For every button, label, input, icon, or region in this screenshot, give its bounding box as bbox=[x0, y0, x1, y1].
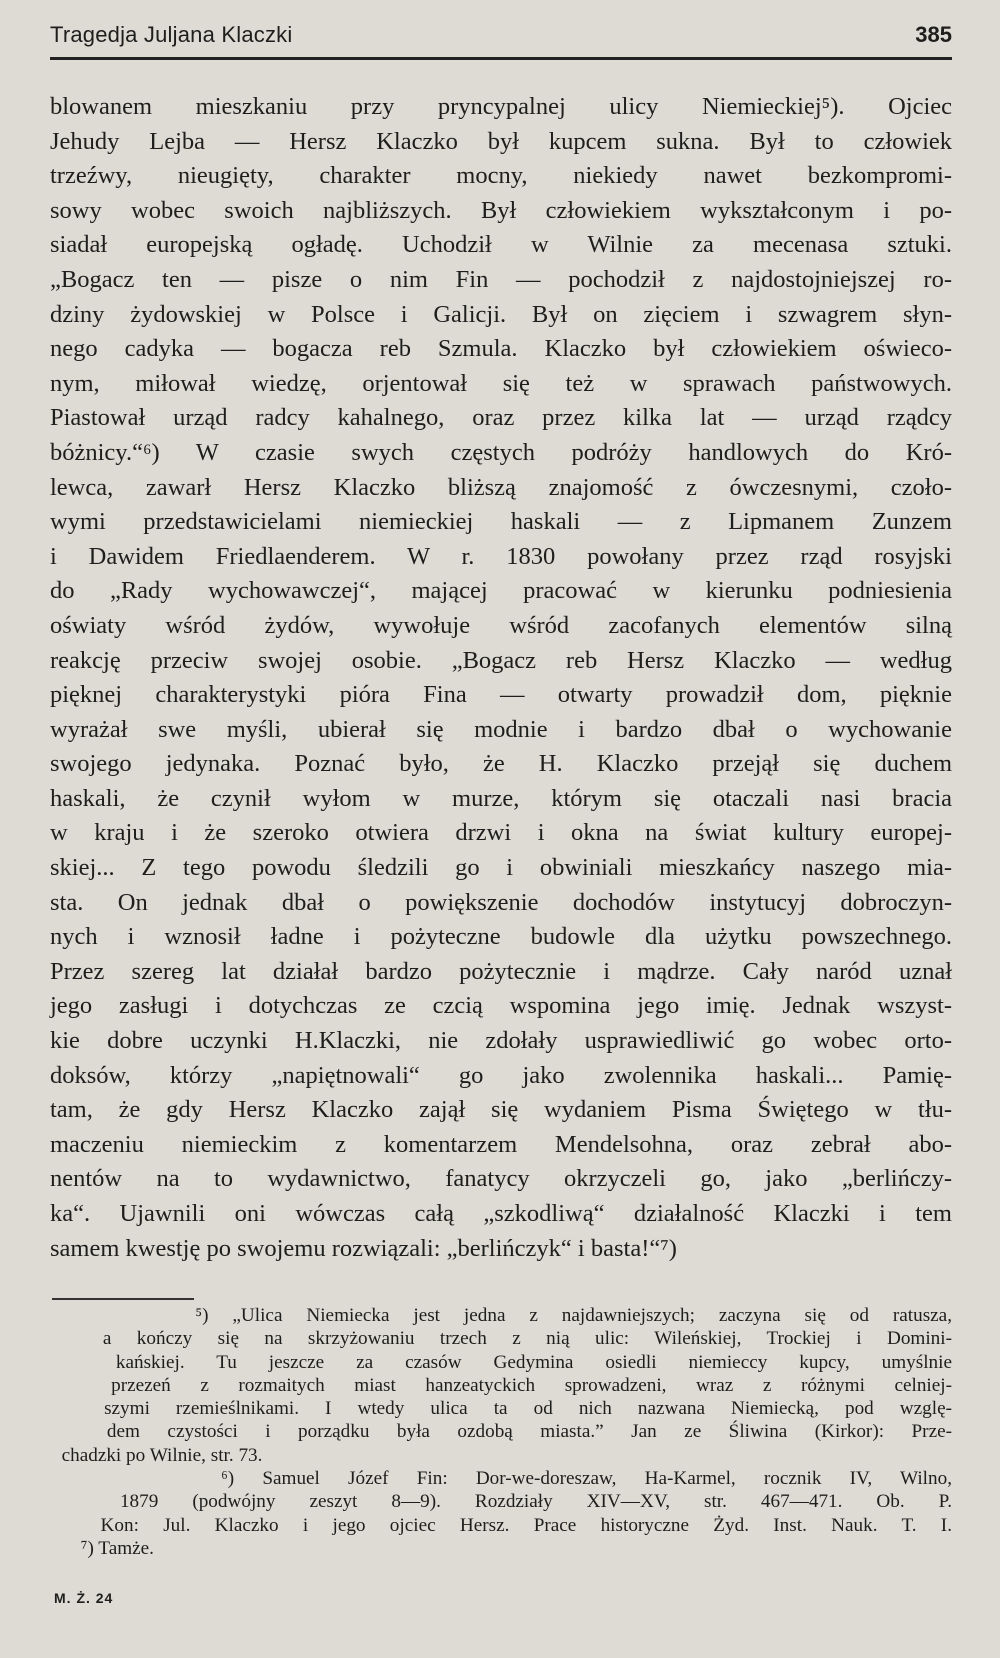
body-line: doksów, którzy „napiętnowali“ go jako zwolennika haskali... Pamię- bbox=[50, 1061, 952, 1089]
body-line: kie dobre uczynki H.Klaczki, nie zdołały usprawiedliwić go wobec orto- bbox=[50, 1027, 952, 1055]
body-line: nego cadyka — bogacza reb Szmula. Klaczko był człowiekiem oświeco- bbox=[50, 335, 952, 363]
body-line: oświaty wśród żydów, wywołuje wśród zacofanych elementów silną bbox=[50, 611, 952, 639]
body-line: Jehudy Lejba — Hersz Klaczko był kupcem sukna. Był to człowiek bbox=[50, 127, 952, 155]
footnote-line: dem czystości i porządku była ozdobą miasta.” Jan ze Śliwina (Kirkor): Prze- bbox=[52, 1421, 952, 1443]
body-line: blowanem mieszkaniu przy pryncypalnej ulicy Niemieckiej⁵). Ojciec bbox=[50, 93, 952, 120]
footnote-rule bbox=[52, 1298, 194, 1300]
body-line: reakcję przeciw swojej osobie. „Bogacz reb Hersz Klaczko — według bbox=[50, 646, 952, 674]
body-line: „Bogacz ten — pisze o nim Fin — pochodził z najdostojniejszej ro- bbox=[50, 265, 952, 293]
body-line: i Dawidem Friedlaenderem. W r. 1830 powołany przez rząd rosyjski bbox=[50, 542, 952, 570]
body-line: dziny żydowskiej w Polsce i Galicji. Był on zięciem i szwagrem słyn- bbox=[50, 300, 952, 328]
body-line: jego zasługi i dotychczas ze czcią wspomina jego imię. Jednak wszyst- bbox=[50, 992, 952, 1020]
footnote-line: a kończy się na skrzyżowaniu trzech z nią ulic: Wileńskiej, Trockiej i Domini- bbox=[52, 1328, 952, 1350]
body-line: samem kwestję po swojemu rozwiązali: „berlińczyk“ i basta!“⁷) bbox=[50, 1234, 677, 1262]
body-line: trzeźwy, nieugięty, charakter mocny, niekiedy nawet bezkompromi- bbox=[50, 162, 952, 190]
page-number: 385 bbox=[915, 22, 952, 47]
footnote-line: przezeń z rozmaitych miast hanzeatyckich sprowadzeni, wraz z różnymi celniej- bbox=[52, 1374, 952, 1396]
body-line: nentów na to wydawnictwo, fanatycy okrzyczeli go, jako „berlińczy- bbox=[50, 1165, 952, 1193]
body-line: do „Rady wychowawczej“, mającej pracować w kierunku podniesienia bbox=[50, 577, 952, 605]
footnote-line: Kon: Jul. Klaczko i jego ojciec Hersz. Prace historyczne Żyd. Inst. Nauk. T. I. bbox=[52, 1514, 952, 1536]
body-line: skiej... Z tego powodu śledzili go i obwiniali mieszkańcy naszego mia- bbox=[50, 854, 952, 882]
body-line: wymi przedstawicielami niemieckiej haskali — z Lipmanem Zunzem bbox=[50, 508, 952, 536]
page-header bbox=[50, 20, 952, 56]
body-line: nych i wznosił ładne i pożyteczne budowle dla użytku powszechnego. bbox=[50, 923, 952, 951]
body-line: sta. On jednak dbał o powiększenie dochodów instytucyj dobroczyn- bbox=[50, 888, 952, 916]
body-line: lewca, zawarł Hersz Klaczko bliższą znajomość z ówczesnymi, czoło- bbox=[50, 473, 952, 501]
footnote-line: kańskiej. Tu jeszcze za czasów Gedymina osiedli niemieccy kupcy, umyślnie bbox=[52, 1351, 952, 1373]
body-line: Przez szereg lat działał bardzo pożytecznie i mądrze. Cały naród uznał bbox=[50, 957, 952, 985]
body-line: ka“. Ujawnili oni wówczas całą „szkodliwą“ działalność Klaczki i tem bbox=[50, 1200, 952, 1227]
running-head: Tragedja Juljana Klaczki bbox=[50, 22, 293, 47]
footnote-line: chadzki po Wilnie, str. 73. bbox=[52, 1444, 263, 1466]
footnote-line: ⁵) „Ulica Niemiecka jest jedna z najdawniejszych; zaczyna się od ratusza, bbox=[52, 1305, 952, 1326]
footnote-line: 1879 (podwójny zeszyt 8—9). Rozdziały XIV—XV, str. 467—471. Ob. P. bbox=[52, 1491, 952, 1513]
body-line: pięknej charakterystyki pióra Fina — otwarty prowadził dom, pięknie bbox=[50, 681, 952, 709]
body-line: wyrażał swe myśli, ubierał się modnie i bardzo dbał o wychowanie bbox=[50, 715, 952, 743]
footnote-line: szymi rzemieślnikami. I wtedy ulica ta od nich nazwana Niemiecką, pod wzglę- bbox=[52, 1398, 952, 1420]
printer-signature: M. Ż. 24 bbox=[54, 1590, 114, 1606]
footnote-line: ⁶) Samuel Józef Fin: Dor-we-doreszaw, Ha-Karmel, rocznik IV, Wilno, bbox=[52, 1468, 952, 1490]
body-line: maczeniu niemieckim z komentarzem Mendelsohna, oraz zebrał abo- bbox=[50, 1130, 952, 1158]
body-line: tam, że gdy Hersz Klaczko zajął się wydaniem Pisma Świętego w tłu- bbox=[50, 1096, 952, 1124]
body-line: Piastował urząd radcy kahalnego, oraz przez kilka lat — urząd rządcy bbox=[50, 404, 952, 432]
body-line: haskali, że czynił wyłom w murze, którym się otaczali nasi bracia bbox=[50, 784, 952, 812]
body-line: w kraju i że szeroko otwiera drzwi i okna na świat kultury europej- bbox=[50, 819, 952, 847]
body-line: siadał europejską ogładę. Uchodził w Wilnie za mecenasa sztuki. bbox=[50, 231, 952, 259]
footnote-line: ⁷) Tamże. bbox=[52, 1537, 154, 1559]
footnotes bbox=[52, 1304, 952, 1560]
body-line: swojego jedynaka. Poznać było, że H. Klaczko przejął się duchem bbox=[50, 750, 952, 778]
body-line: sowy wobec swoich najbliższych. Był człowiekiem wykształconym i po- bbox=[50, 196, 952, 224]
header-rule bbox=[50, 57, 952, 60]
body-line: bóżnicy.“⁶) W czasie swych częstych podróży handlowych do Kró- bbox=[50, 438, 952, 466]
body-line: nym, miłował wiedzę, orjentował się też w sprawach państwowych. bbox=[50, 369, 952, 397]
body-text bbox=[50, 90, 952, 1266]
